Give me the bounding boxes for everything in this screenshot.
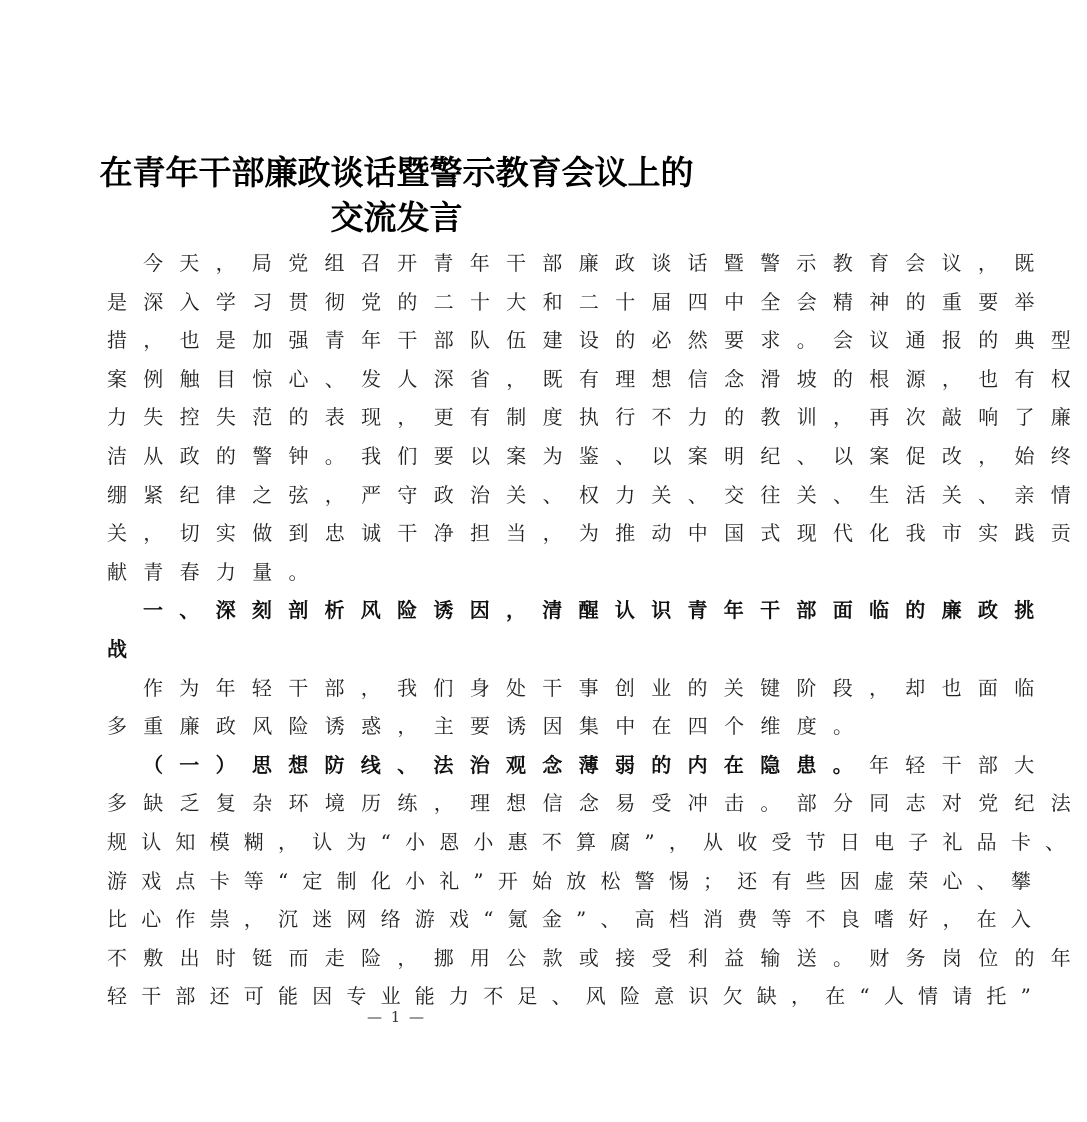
text-line: 规认知模糊，认为“小恩小惠不算腐”，从收受节日电子礼品卡、 bbox=[107, 829, 1080, 854]
paragraph-subsection-1 bbox=[107, 746, 1087, 1016]
text-line: 多重廉政风险诱惑，主要诱因集中在四个维度。 bbox=[107, 714, 870, 739]
text-line: 措，也是加强青年干部队伍建设的必然要求。会议通报的典型 bbox=[107, 328, 1087, 353]
section-heading-1 bbox=[107, 591, 1051, 668]
text-line: 力失控失范的表现，更有制度执行不力的教训，再次敲响了廉 bbox=[107, 405, 1087, 430]
text-line: 绷紧纪律之弦，严守政治关、权力关、交往关、生活关、亲情 bbox=[107, 482, 1087, 507]
text-line: 洁从政的警钟。我们要以案为鉴、以案明纪、以案促改，始终 bbox=[107, 443, 1087, 468]
text-line: 不敷出时铤而走险，挪用公款或接受利益输送。财务岗位的年 bbox=[107, 945, 1087, 970]
title-line-2: 交流发言 bbox=[330, 198, 463, 237]
text-line: 比心作祟，沉迷网络游戏“氪金”、高档消费等不良嗜好，在入 bbox=[107, 907, 1046, 932]
text-line: 案例触目惊心、发人深省，既有理想信念滑坡的根源，也有权 bbox=[107, 366, 1087, 391]
page-number: — 1 — bbox=[366, 1008, 427, 1026]
text-line bbox=[107, 746, 1051, 785]
text-line: 游戏点卡等“定制化小礼”开始放松警惕；还有些因虚荣心、攀 bbox=[107, 868, 1046, 893]
heading-line: 一、深刻剖析风险诱因，清醒认识青年干部面临的廉政挑 bbox=[143, 598, 1051, 623]
heading-line: 战 bbox=[107, 636, 144, 661]
text-line: 轻干部还可能因专业能力不足、风险意识欠缺，在“人情请托” bbox=[107, 984, 1046, 1009]
document-body bbox=[107, 244, 1087, 1016]
text-line: 献青春力量。 bbox=[107, 559, 325, 584]
subheading-lead: （一）思想防线、法治观念薄弱的内在隐患。 bbox=[143, 752, 869, 777]
title-line-1: 在青年干部廉政谈话暨警示教育会议上的 bbox=[99, 153, 694, 192]
paragraph-overview bbox=[107, 669, 1051, 746]
lead-rest: 年轻干部大 bbox=[869, 752, 1051, 777]
text-line: 今天，局党组召开青年干部廉政谈话暨警示教育会议，既 bbox=[143, 251, 1051, 275]
document-title bbox=[90, 150, 703, 240]
paragraph-intro bbox=[107, 244, 1087, 591]
text-line: 作为年轻干部，我们身处干事创业的关键阶段，却也面临 bbox=[143, 675, 1051, 700]
text-line: 关，切实做到忠诚干净担当，为推动中国式现代化我市实践贡 bbox=[107, 521, 1087, 546]
text-line: 多缺乏复杂环境历练，理想信念易受冲击。部分同志对党纪法 bbox=[107, 791, 1087, 816]
text-line: 是深入学习贯彻党的二十大和二十届四中全会精神的重要举 bbox=[107, 289, 1051, 314]
